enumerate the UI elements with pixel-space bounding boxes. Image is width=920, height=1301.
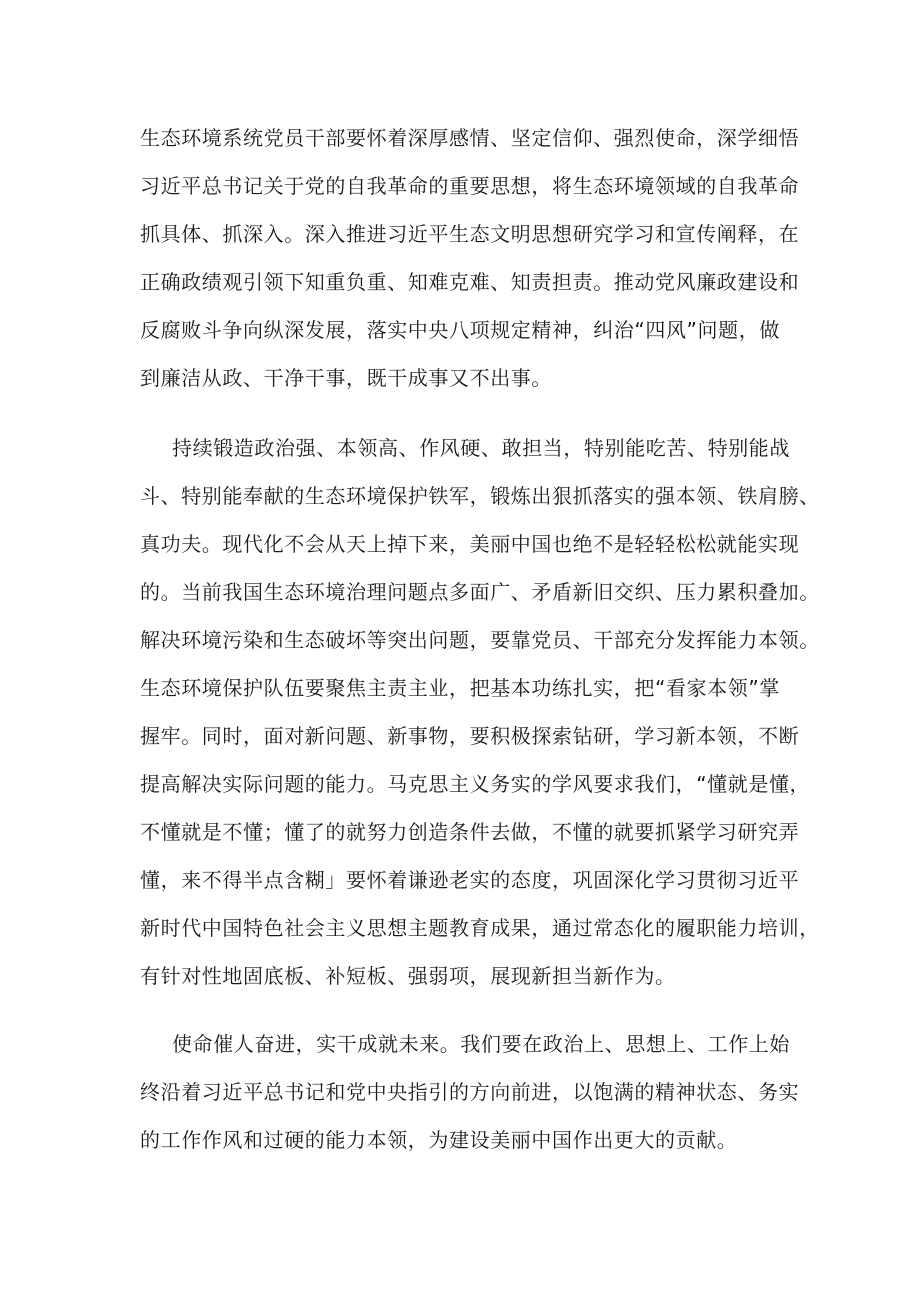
text-line: 抓具体、抓深入。深入推进习近平生态文明思想研究学习和宣传阐释，在 xyxy=(140,222,800,246)
text-line: 到廉洁从政、干净干事，既干成事又不出事。 xyxy=(140,366,552,390)
text-line: 持续锻造政治强、本领高、作风硬、敢担当，特别能吃苦、特别能战 xyxy=(172,436,790,460)
text-line: 提高解决实际问题的能力。马克思主义务实的学风要求我们，“懂就是懂， xyxy=(140,772,811,796)
text-line: 懂，来不得半点含糊」要怀着谦逊老实的态度，巩固深化学习贯彻习近平 xyxy=(140,868,800,892)
text-line: 终沿着习近平总书记和党中央指引的方向前进，以饱满的精神状态、务实 xyxy=(140,1080,800,1104)
text-line: 习近平总书记关于党的自我革命的重要思想，将生态环境领域的自我革命 xyxy=(140,174,800,198)
text-line: 的工作作风和过硬的能力本领，为建设美丽中国作出更大的贡献。 xyxy=(140,1128,738,1152)
text-line: 真功夫。现代化不会从天上掉下来，美丽中国也绝不是轻轻松松就能实现 xyxy=(140,532,800,556)
text-line: 正确政绩观引领下知重负重、知难克难、知责担责。推动党风廉政建设和 xyxy=(140,270,800,294)
text-line: 有针对性地固底板、补短板、强弱项，展现新担当新作为。 xyxy=(140,964,676,988)
text-line: 使命催人奋进，实干成就未来。我们要在政治上、思想上、工作上始 xyxy=(172,1032,790,1056)
text-line: 握牢。同时，面对新问题、新事物，要积极探索钻研，学习新本领，不断 xyxy=(140,724,800,748)
text-line: 解决环境污染和生态破坏等突出问题，要靠党员、干部充分发挥能力本领。 xyxy=(140,628,820,652)
text-line: 生态环境系统党员干部要怀着深厚感情、坚定信仰、强烈使命，深学细悟 xyxy=(140,126,800,150)
text-line: 新时代中国特色社会主义思想主题教育成果，通过常态化的履职能力培训， xyxy=(140,916,820,940)
text-line: 生态环境保护队伍要聚焦主责主业，把基本功练扎实，把“看家本领”掌 xyxy=(140,676,780,700)
text-line: 的。当前我国生态环境治理问题点多面广、矛盾新旧交织、压力累积叠加。 xyxy=(140,580,820,604)
text-line: 反腐败斗争向纵深发展，落实中央八项规定精神，纠治“四风”问题，做 xyxy=(140,318,780,342)
text-line: 不懂就是不懂；懂了的就努力创造条件去做，不懂的就要抓紧学习研究弄 xyxy=(140,820,800,844)
text-line: 斗、特别能奉献的生态环境保护铁军，锻炼出狠抓落实的强本领、铁肩膀、 xyxy=(140,484,820,508)
